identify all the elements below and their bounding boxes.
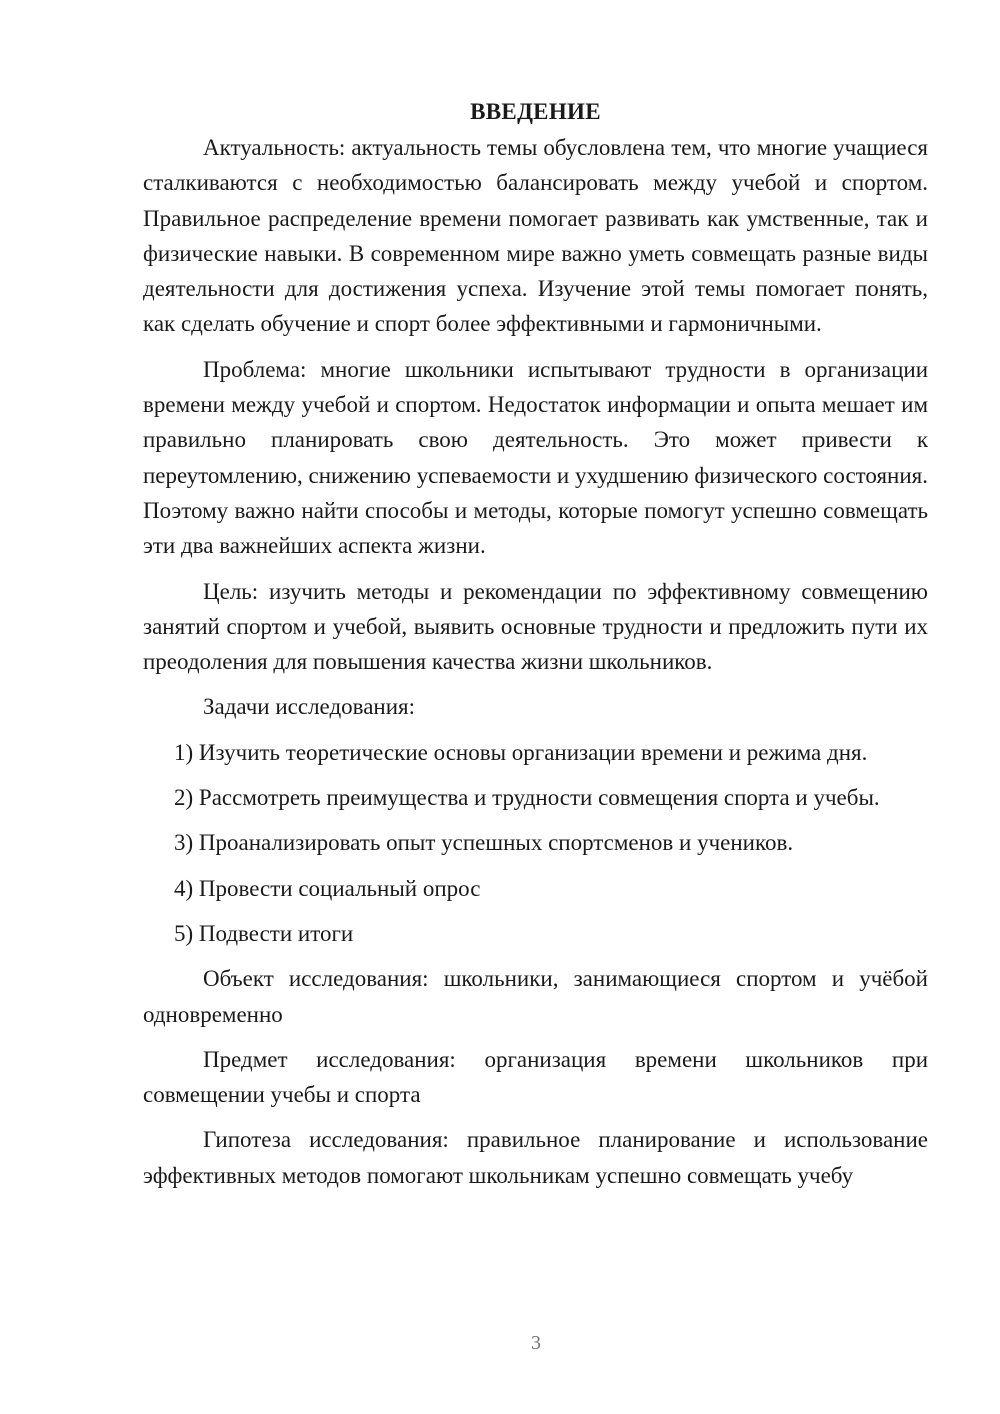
tasks-list [143,735,928,951]
task-item: 2) Рассмотреть преимущества и трудности совмещения спорта и учебы. [174,785,880,811]
problem-paragraph: Проблема: многие школьники испытывают трудности в организации времени между учебой и спортом. Недостаток информации и опыта мешает им правильно планировать свою деятельность. Это может привести к переутомлению, снижению успеваемости и ухудшению физического состояния. Поэтому важно найти способы и методы, которые помогут успешно совмещать эти два важнейших аспекта жизни. [143,356,928,559]
section-title: ВВЕДЕНИЕ [470,99,601,124]
hypothesis-paragraph: Гипотеза исследования: правильное планирование и использование эффективных методов помогают школьникам успешно совмещать учебу [143,1127,928,1188]
goal-paragraph: Цель: изучить методы и рекомендации по эффективному совмещению занятий спортом и учебой, выявить основные трудности и предложить пути их преодоления для повышения качества жизни школьников. [143,578,928,675]
task-item: 3) Проанализировать опыт успешных спортсменов и учеников. [174,830,794,856]
task-item: 5) Подвести итоги [174,920,354,946]
page-content [143,94,928,1203]
object-paragraph: Объект исследования: школьники, занимающиеся спортом и учёбой одновременно [143,966,928,1027]
task-item: 4) Провести социальный опрос [174,875,481,901]
relevance-paragraph: Актуальность: актуальность темы обусловлена тем, что многие учащиеся сталкиваются с необходимостью балансировать между учебой и спортом. Правильное распределение времени помогает развивать как умственные, так и физические навыки. В современном мире важно уметь совмещать разные виды деятельности для достижения успеха. Изучение этой темы помогает понять, как сделать обучение и спорт более эффективными и гармоничными. [143,135,928,337]
tasks-label: Задачи исследования: [203,694,416,720]
subject-paragraph: Предмет исследования: организация времени школьников при совмещении учебы и спорта [143,1046,928,1108]
task-item: 1) Изучить теоретические основы организации времени и режима дня. [174,739,868,765]
page-number: 3 [531,1332,541,1354]
